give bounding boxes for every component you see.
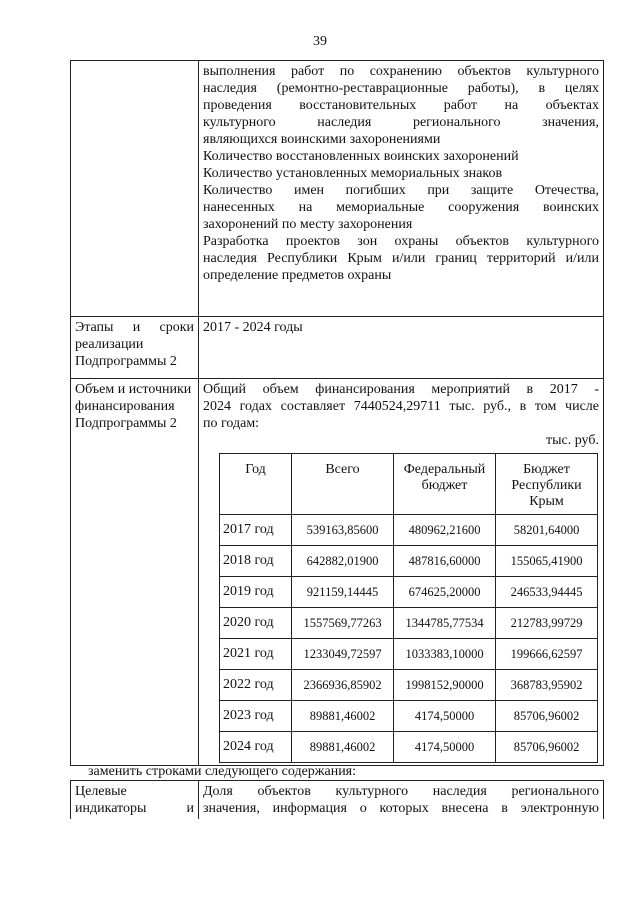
funding-table <box>219 453 598 763</box>
targets-text-line1: Доля объектов культурного наследия регионального <box>203 784 599 799</box>
table-row <box>220 732 598 763</box>
cell-year: 2021 год <box>220 639 292 670</box>
cell-federal: 674625,20000 <box>394 577 496 608</box>
goals-text-line: являющихся воинскими захоронениями <box>203 132 441 147</box>
goals-text-line: захоронений по месту захоронения <box>203 217 413 232</box>
table-row <box>220 701 598 732</box>
goals-text-line: Количество установленных мемориальных знаков <box>203 166 503 181</box>
goals-text-line: Количество имен погибших при защите Отечества, <box>203 183 599 198</box>
cell-federal: 4174,50000 <box>394 701 496 732</box>
funding-text-line3: по годам: <box>203 416 260 431</box>
row-funding-value <box>199 379 604 766</box>
table-row <box>220 639 598 670</box>
row-stages <box>71 317 604 379</box>
funding-table-header <box>220 454 598 515</box>
cell-year: 2017 год <box>220 515 292 546</box>
cell-total: 1233049,72597 <box>292 639 394 670</box>
cell-regional: 58201,64000 <box>496 515 598 546</box>
cell-total: 2366936,85902 <box>292 670 394 701</box>
goals-text-line: культурного наследия регионального значения, <box>203 115 599 130</box>
cell-regional: 246533,94445 <box>496 577 598 608</box>
funding-label-line1: Объем и источники <box>75 382 192 397</box>
row-goals <box>71 61 604 317</box>
cell-federal: 4174,50000 <box>394 732 496 763</box>
row-stages-value: 2017 - 2024 годы <box>199 317 604 379</box>
table-row <box>220 515 598 546</box>
cell-federal: 1033383,10000 <box>394 639 496 670</box>
cell-total: 89881,46002 <box>292 701 394 732</box>
cell-year: 2024 год <box>220 732 292 763</box>
cell-federal: 480962,21600 <box>394 515 496 546</box>
row-goals-value <box>199 61 604 317</box>
goals-text-line: нанесенных на мемориальные сооружения воинских <box>203 200 599 215</box>
header-total: Всего <box>292 454 394 515</box>
cell-total: 89881,46002 <box>292 732 394 763</box>
stages-label-line3: Подпрограммы 2 <box>75 354 177 369</box>
targets-label-line1: Целевые <box>75 784 127 799</box>
row-stages-label <box>71 317 199 379</box>
stages-label-line1: Этапы и сроки <box>75 320 194 335</box>
goals-text-line: Количество восстановленных воинских захоронений <box>203 149 519 164</box>
cell-federal: 487816,60000 <box>394 546 496 577</box>
row-targets-value <box>199 781 604 820</box>
replace-instruction: заменить строками следующего содержания: <box>88 764 357 779</box>
row-funding <box>71 379 604 766</box>
cell-total: 539163,85600 <box>292 515 394 546</box>
row-targets-label <box>71 781 199 820</box>
new-passport-table <box>70 780 604 819</box>
funding-text-line2: 2024 годах составляет 7440524,29711 тыс. руб., в том числе <box>203 399 599 414</box>
goals-text-line: наследия Республики Крым и/или границ территорий и/или <box>203 251 599 266</box>
table-row <box>220 546 598 577</box>
goals-text-line: определение предметов охраны <box>203 268 392 283</box>
cell-regional: 368783,95902 <box>496 670 598 701</box>
funding-text-line1: Общий объем финансирования мероприятий в 2017 - <box>203 382 599 397</box>
table-row <box>220 670 598 701</box>
table-row <box>220 577 598 608</box>
funding-label-line2: финансирования <box>75 399 175 414</box>
cell-regional: 155065,41900 <box>496 546 598 577</box>
targets-text-line2: значения, информация о которых внесена в электронную <box>203 801 599 816</box>
page-number: 39 <box>313 34 327 49</box>
cell-total: 921159,14445 <box>292 577 394 608</box>
cell-federal: 1344785,77534 <box>394 608 496 639</box>
cell-federal: 1998152,90000 <box>394 670 496 701</box>
goals-text-line: Разработка проектов зон охраны объектов культурного <box>203 234 599 249</box>
row-goals-label <box>71 61 199 317</box>
header-year: Год <box>220 454 292 515</box>
goals-text-line: наследия (ремонтно-реставрационные работы), в целях <box>203 81 599 96</box>
cell-year: 2019 год <box>220 577 292 608</box>
cell-year: 2023 год <box>220 701 292 732</box>
goals-text-line: проведения восстановительных работ на объектах <box>203 98 599 113</box>
stages-label-line2: реализации <box>75 337 144 352</box>
cell-regional: 85706,96002 <box>496 732 598 763</box>
cell-year: 2022 год <box>220 670 292 701</box>
cell-total: 1557569,77263 <box>292 608 394 639</box>
goals-text-line: выполнения работ по сохранению объектов культурного <box>203 64 599 79</box>
funding-unit: тыс. руб. <box>546 433 599 448</box>
passport-table <box>70 60 604 766</box>
row-targets <box>71 781 604 820</box>
cell-total: 642882,01900 <box>292 546 394 577</box>
header-federal: Федеральный бюджет <box>394 454 496 515</box>
targets-label-line2: индикаторы и <box>75 801 194 816</box>
header-regional: Бюджет Республики Крым <box>496 454 598 515</box>
cell-regional: 199666,62597 <box>496 639 598 670</box>
table-row <box>220 608 598 639</box>
cell-regional: 85706,96002 <box>496 701 598 732</box>
cell-year: 2018 год <box>220 546 292 577</box>
row-funding-label <box>71 379 199 766</box>
funding-label-line3: Подпрограммы 2 <box>75 416 177 431</box>
cell-year: 2020 год <box>220 608 292 639</box>
cell-regional: 212783,99729 <box>496 608 598 639</box>
